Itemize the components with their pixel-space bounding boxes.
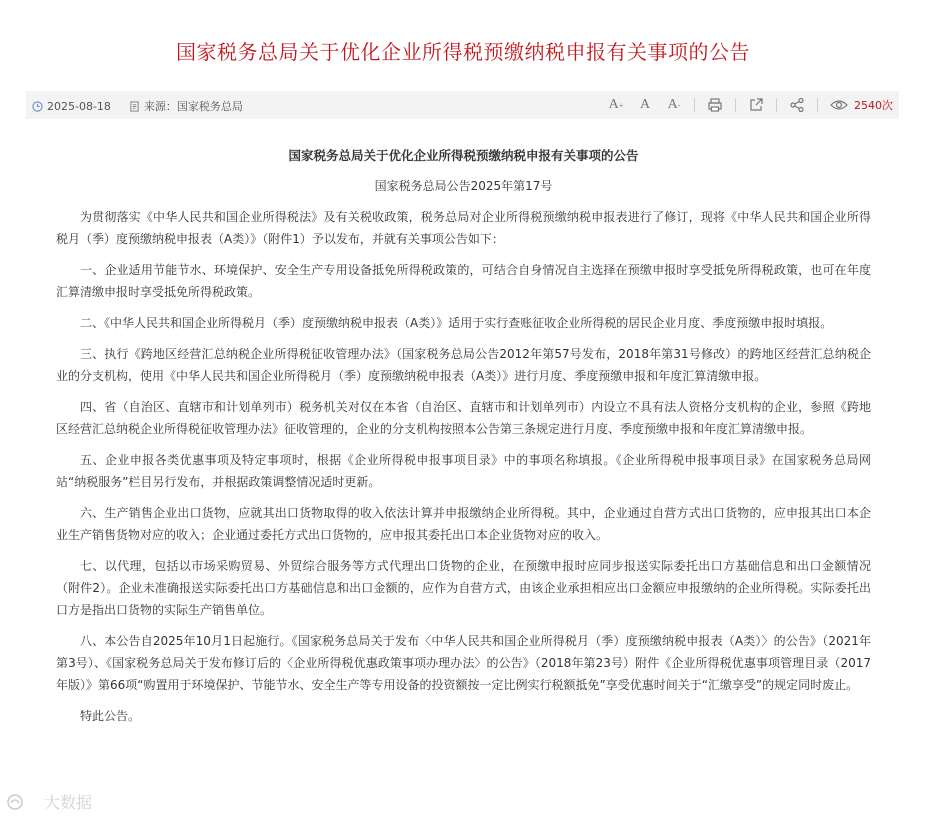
- printer-icon: [707, 97, 723, 113]
- share-button[interactable]: [788, 96, 806, 114]
- watermark-logo-icon: [6, 793, 24, 811]
- meta-info: [32, 98, 243, 114]
- paragraph-intro: 为贯彻落实《中华人民共和国企业所得税法》及有关税收政策，税务总局对企业所得税预缴纳税申报表进行了修订，现将《中华人民共和国企业所得税月（季）度预缴纳税申报表（A类）》（附件1）予以发布，并就有关事项公告如下：: [56, 210, 871, 246]
- toolbar-divider: [817, 98, 818, 112]
- article-meta-bar: [26, 91, 899, 119]
- toolbar-divider: [694, 98, 695, 112]
- document-icon: [129, 101, 140, 112]
- view-count-icon-wrap: [829, 96, 849, 114]
- article-title: 国家税务总局关于优化企业所得税预缴纳税申报有关事项的公告: [288, 148, 639, 163]
- share-icon: [789, 97, 805, 113]
- watermark-text: 大数据: [44, 793, 93, 812]
- print-button[interactable]: [706, 96, 724, 114]
- clock-icon: [32, 101, 43, 112]
- eye-icon: [830, 98, 848, 112]
- paragraph-1: 一、企业适用节能节水、环境保护、安全生产专用设备抵免所得税政策的，可结合自身情况自主选择在预缴申报时享受抵免所得税政策，也可在年度汇算清缴申报时享受抵免所得税政策。: [56, 263, 871, 299]
- toolbar-divider: [735, 98, 736, 112]
- share-out-icon: [748, 97, 764, 113]
- toolbar-divider: [776, 98, 777, 112]
- article-toolbar: [596, 94, 893, 116]
- paragraph-6: 六、生产销售企业出口货物，应就其出口货物取得的收入依法计算并申报缴纳企业所得税。其中，企业通过自营方式出口货物的，应申报其出口本企业生产销售货物对应的收入；企业通过委托方式出口货物的，应申报其委托出口本企业货物对应的收入。: [56, 506, 871, 542]
- paragraph-7: 七、以代理，包括以市场采购贸易、外贸综合服务等方式代理出口货物的企业，在预缴申报时应同步报送实际委托出口方基础信息和出口金额情况（附件2）。企业未准确报送实际委托出口方基础信息和出口金额的，应作为自营方式，由该企业承担相应出口金额应申报缴纳的企业所得税。实际委托出口方是指出口货物的实际生产销售单位。: [56, 559, 871, 617]
- paragraph-5: 五、企业申报各类优惠事项及特定事项时，根据《企业所得税申报事项目录》中的事项名称填报。《企业所得税申报事项目录》在国家税务总局网站“纳税服务”栏目另行发布，并根据政策调整情况适时更新。: [56, 453, 871, 489]
- page-title: 国家税务总局关于优化企业所得税预缴纳税申报有关事项的公告: [176, 40, 750, 64]
- export-button[interactable]: [747, 96, 765, 114]
- paragraph-8: 八、本公告自2025年10月1日起施行。《国家税务总局关于发布〈中华人民共和国企业所得税月（季）度预缴纳税申报表（A类）〉的公告》（2021年第3号）、《国家税务总局关于发布修订后的〈企业所得税优惠政策事项办理办法〉的公告》（2018年第23号）附件《企业所得税优惠事项管理目录（2017年版）》第66项“购置用于环境保护、节能节水、安全生产等专用设备的投资额按一定比例实行税额抵免”享受优惠时间关于“汇缴享受”的规定同时废止。: [56, 634, 871, 692]
- font-increase-button[interactable]: A +: [608, 97, 624, 112]
- paragraph-3: 三、执行《跨地区经营汇总纳税企业所得税征收管理办法》（国家税务总局公告2012年第57号发布，2018年第31号修改）的跨地区经营汇总纳税企业的分支机构，使用《中华人民共和国企业所得税月（季）度预缴纳税申报表（A类）》进行月度、季度预缴申报和年度汇算清缴申报。: [56, 347, 871, 383]
- paragraph-4: 四、省（自治区、直辖市和计划单列市）税务机关对仅在本省（自治区、直辖市和计划单列市）内设立不具有法人资格分支机构的企业，参照《跨地区经营汇总纳税企业所得税征收管理办法》征收管理的，企业的分支机构按照本公告第三条规定进行月度、季度预缴申报和年度汇算清缴申报。: [56, 400, 871, 436]
- view-count: 2540次: [854, 99, 893, 112]
- announcement-number: 国家税务总局公告2025年第17号: [374, 179, 553, 193]
- article-body: [56, 145, 871, 736]
- font-decrease-button[interactable]: A -: [667, 97, 681, 112]
- watermark: [6, 790, 92, 813]
- font-reset-button[interactable]: A: [639, 97, 651, 112]
- closing-line: 特此公告。: [80, 709, 141, 723]
- paragraph-2: 二、《中华人民共和国企业所得税月（季）度预缴纳税申报表（A类）》适用于实行查账征收企业所得税的居民企业月度、季度预缴申报时填报。: [80, 316, 833, 330]
- source-label: 来源：国家税务总局: [143, 100, 243, 113]
- publish-date: 2025-08-18: [47, 99, 111, 113]
